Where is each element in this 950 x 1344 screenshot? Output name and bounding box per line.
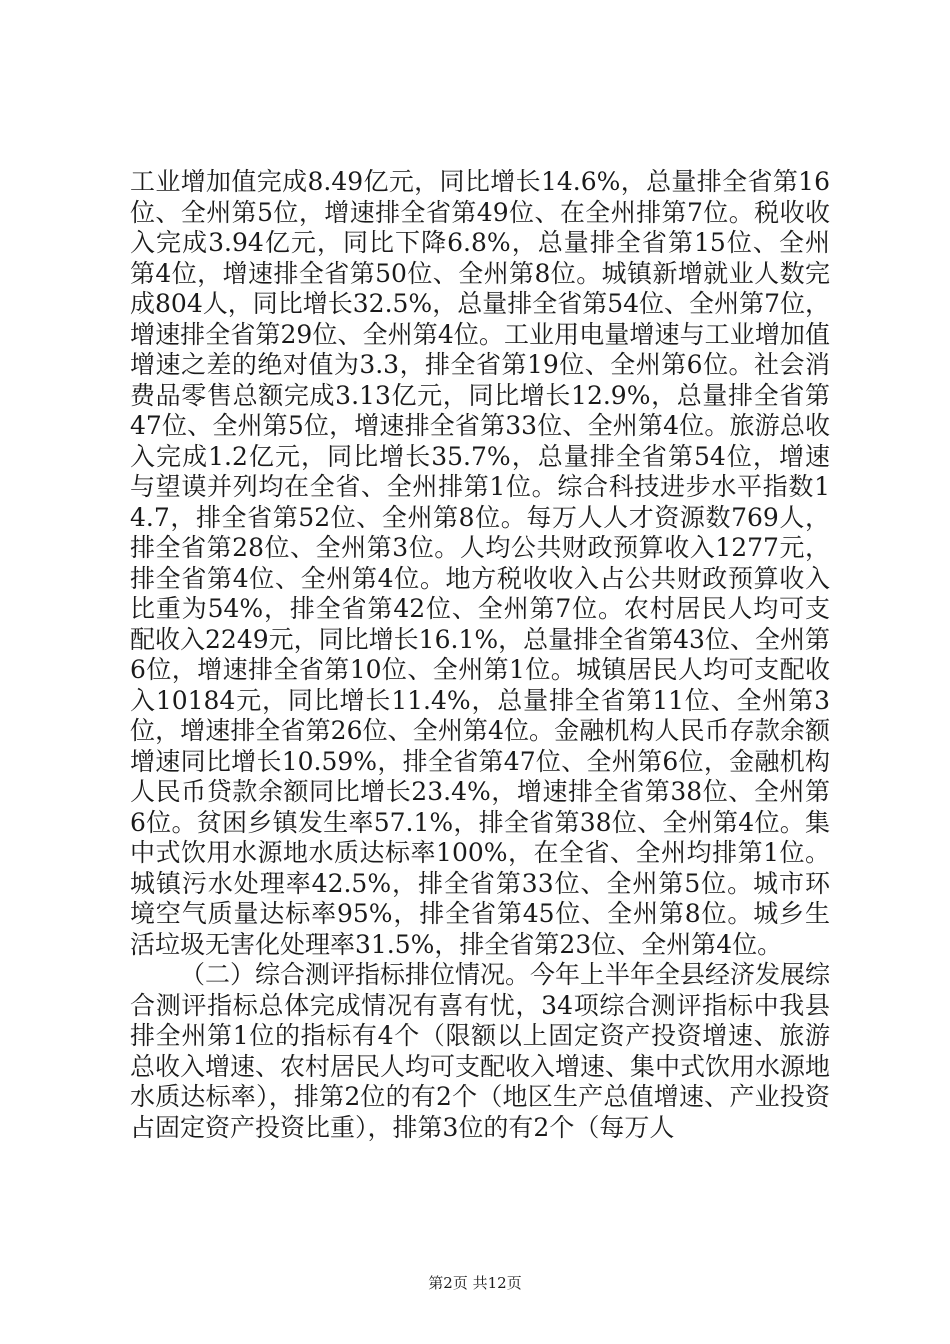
paragraph-indicator-rankings: 工业增加值完成8.49亿元，同比增长14.6%，总量排全省第16位、全州第5位，增速排全省第49位、在全州排第7位。税收收入完成3.94亿元，同比下降6.8%，总量排全省第15位、全州第4位，增速排全省第50位、全州第8位。城镇新增就业人数完成804人，同比增长32.5%，总量排全省第54位、全州第7位，增速排全省第29位、全州第4位。工业用电量增速与工业增加值增速之差的绝对值为3.3，排全省第19位、全州第6位。社会消费品零售总额完成3.13亿元，同比增长12.9%，总量排全省第47位、全州第5位，增速排全省第33位、全州第4位。旅游总收入完成1.2亿元，同比增长35.7%，总量排全省第54位，增速与望谟并列均在全省、全州排第1位。综合科技进步水平指数14.7，排全省第52位、全州第8位。每万人人才资源数769人，排全省第28位、全州第3位。人均公共财政预算收入1277元，排全省第4位、全州第4位。地方税收收入占公共财政预算收入比重为54%，排全省第42位、全州第7位。农村居民人均可支配收入2249元，同比增长16.1%，总量排全省第43位、全州第6位，增速排全省第10位、全州第1位。城镇居民人均可支配收入10184元，同比增长11.4%，总量排全省第11位、全州第3位，增速排全省第26位、全州第4位。金融机构人民币存款余额增速同比增长10.59%，排全省第47位、全州第6位，金融机构人民币贷款余额同比增长23.4%，增速排全省第38位、全州第6位。贫困乡镇发生率57.1%，排全省第38位、全州第4位。集中式饮用水源地水质达标率100%，在全省、全州均排第1位。城镇污水处理率42.5%，排全省第33位、全州第5位。城市环境空气质量达标率95%，排全省第45位、全州第8位。城乡生活垃圾无害化处理率31.5%，排全省第23位、全州第4位。 [130, 167, 830, 959]
body-text [130, 167, 830, 1143]
paragraph-composite-rankings: （二）综合测评指标排位情况。今年上半年全县经济发展综合测评指标总体完成情况有喜有忧，34项综合测评指标中我县排全州第1位的指标有4个（限额以上固定资产投资增速、旅游总收入增速、农村居民人均可支配收入增速、集中式饮用水源地水质达标率），排第2位的有2个（地区生产总值增速、产业投资占固定资产投资比重），排第3位的有2个（每万人 [130, 960, 831, 1142]
page-footer: 第2页 共12页 [428, 1274, 522, 1292]
